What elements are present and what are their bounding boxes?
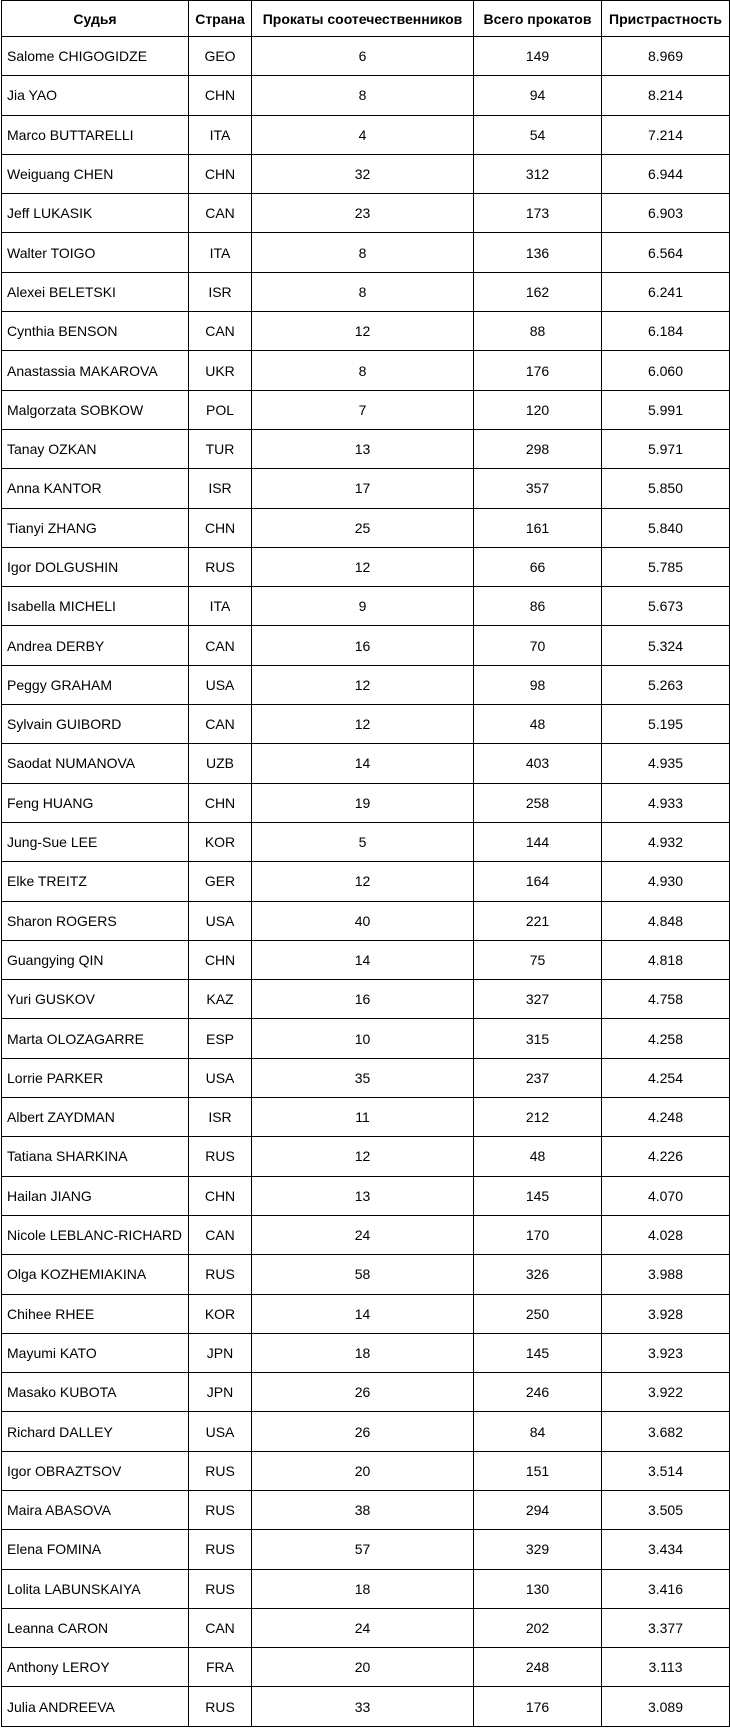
table-row [2, 1451, 730, 1490]
cell-home-skates: 12 [252, 1137, 474, 1176]
table-row [2, 980, 730, 1019]
cell-total-skates: 145 [474, 1333, 602, 1372]
cell-total-skates: 48 [474, 705, 602, 744]
cell-judge: Anthony LEROY [2, 1648, 189, 1687]
table-row [2, 1569, 730, 1608]
cell-bias: 3.113 [602, 1648, 730, 1687]
table-row [2, 76, 730, 115]
table-row [2, 1255, 730, 1294]
cell-total-skates: 86 [474, 587, 602, 626]
table-row [2, 1373, 730, 1412]
cell-home-skates: 12 [252, 547, 474, 586]
cell-total-skates: 54 [474, 115, 602, 154]
cell-total-skates: 250 [474, 1294, 602, 1333]
cell-judge: Tanay OZKAN [2, 429, 189, 468]
cell-home-skates: 10 [252, 1019, 474, 1058]
table-row [2, 1058, 730, 1097]
cell-total-skates: 48 [474, 1137, 602, 1176]
table-row [2, 390, 730, 429]
cell-home-skates: 14 [252, 940, 474, 979]
cell-judge: Peggy GRAHAM [2, 665, 189, 704]
table-row [2, 1687, 730, 1726]
table-row [2, 587, 730, 626]
cell-country: RUS [189, 1451, 252, 1490]
table-row [2, 233, 730, 272]
cell-home-skates: 8 [252, 76, 474, 115]
cell-bias: 6.903 [602, 194, 730, 233]
cell-home-skates: 13 [252, 1176, 474, 1215]
cell-country: ISR [189, 272, 252, 311]
cell-judge: Marta OLOZAGARRE [2, 1019, 189, 1058]
cell-country: JPN [189, 1333, 252, 1372]
cell-judge: Chihee RHEE [2, 1294, 189, 1333]
cell-bias: 3.377 [602, 1608, 730, 1647]
cell-bias: 6.564 [602, 233, 730, 272]
cell-bias: 4.930 [602, 862, 730, 901]
cell-bias: 5.971 [602, 429, 730, 468]
cell-total-skates: 173 [474, 194, 602, 233]
cell-judge: Alexei BELETSKI [2, 272, 189, 311]
cell-country: JPN [189, 1373, 252, 1412]
cell-country: USA [189, 1058, 252, 1097]
cell-total-skates: 88 [474, 312, 602, 351]
cell-total-skates: 94 [474, 76, 602, 115]
cell-home-skates: 12 [252, 312, 474, 351]
cell-country: KAZ [189, 980, 252, 1019]
table-row [2, 1530, 730, 1569]
table-row [2, 822, 730, 861]
cell-country: CAN [189, 705, 252, 744]
table-row [2, 194, 730, 233]
judges-bias-table [1, 0, 730, 1727]
cell-country: RUS [189, 1137, 252, 1176]
cell-home-skates: 5 [252, 822, 474, 861]
cell-country: USA [189, 665, 252, 704]
cell-judge: Lorrie PARKER [2, 1058, 189, 1097]
header-total-skates: Всего прокатов [474, 1, 602, 37]
table-row [2, 783, 730, 822]
cell-bias: 6.944 [602, 154, 730, 193]
table-row [2, 312, 730, 351]
cell-country: ESP [189, 1019, 252, 1058]
cell-total-skates: 170 [474, 1215, 602, 1254]
cell-country: ITA [189, 115, 252, 154]
cell-bias: 3.505 [602, 1490, 730, 1529]
cell-country: RUS [189, 1687, 252, 1726]
table-row [2, 862, 730, 901]
cell-total-skates: 237 [474, 1058, 602, 1097]
table-header [2, 1, 730, 37]
cell-bias: 3.514 [602, 1451, 730, 1490]
cell-country: CAN [189, 1215, 252, 1254]
cell-bias: 6.241 [602, 272, 730, 311]
table-row [2, 1608, 730, 1647]
cell-total-skates: 144 [474, 822, 602, 861]
cell-total-skates: 176 [474, 351, 602, 390]
cell-home-skates: 16 [252, 980, 474, 1019]
header-row [2, 1, 730, 37]
cell-bias: 4.933 [602, 783, 730, 822]
cell-bias: 5.263 [602, 665, 730, 704]
cell-total-skates: 145 [474, 1176, 602, 1215]
cell-home-skates: 20 [252, 1451, 474, 1490]
cell-total-skates: 298 [474, 429, 602, 468]
cell-home-skates: 6 [252, 37, 474, 76]
table-row [2, 547, 730, 586]
cell-home-skates: 8 [252, 233, 474, 272]
cell-home-skates: 18 [252, 1333, 474, 1372]
cell-total-skates: 327 [474, 980, 602, 1019]
cell-bias: 3.988 [602, 1255, 730, 1294]
cell-country: CHN [189, 154, 252, 193]
cell-home-skates: 8 [252, 272, 474, 311]
cell-total-skates: 258 [474, 783, 602, 822]
cell-home-skates: 8 [252, 351, 474, 390]
cell-total-skates: 246 [474, 1373, 602, 1412]
table-row [2, 272, 730, 311]
cell-country: RUS [189, 1255, 252, 1294]
cell-judge: Marco BUTTARELLI [2, 115, 189, 154]
cell-total-skates: 75 [474, 940, 602, 979]
cell-judge: Anna KANTOR [2, 469, 189, 508]
cell-home-skates: 26 [252, 1373, 474, 1412]
cell-home-skates: 13 [252, 429, 474, 468]
cell-judge: Sharon ROGERS [2, 901, 189, 940]
cell-total-skates: 136 [474, 233, 602, 272]
cell-bias: 4.248 [602, 1098, 730, 1137]
cell-total-skates: 248 [474, 1648, 602, 1687]
cell-home-skates: 12 [252, 665, 474, 704]
cell-judge: Nicole LEBLANC-RICHARD [2, 1215, 189, 1254]
cell-country: ISR [189, 1098, 252, 1137]
cell-home-skates: 25 [252, 508, 474, 547]
cell-home-skates: 20 [252, 1648, 474, 1687]
header-judge: Судья [2, 1, 189, 37]
cell-home-skates: 14 [252, 744, 474, 783]
cell-total-skates: 221 [474, 901, 602, 940]
cell-home-skates: 26 [252, 1412, 474, 1451]
table-row [2, 429, 730, 468]
cell-judge: Sylvain GUIBORD [2, 705, 189, 744]
cell-judge: Jung-Sue LEE [2, 822, 189, 861]
cell-judge: Andrea DERBY [2, 626, 189, 665]
cell-country: CAN [189, 1608, 252, 1647]
table-row [2, 744, 730, 783]
cell-home-skates: 24 [252, 1215, 474, 1254]
cell-country: TUR [189, 429, 252, 468]
cell-country: CHN [189, 940, 252, 979]
cell-bias: 4.258 [602, 1019, 730, 1058]
table-row [2, 351, 730, 390]
table-row [2, 154, 730, 193]
cell-judge: Saodat NUMANOVA [2, 744, 189, 783]
cell-country: RUS [189, 1569, 252, 1608]
cell-home-skates: 40 [252, 901, 474, 940]
cell-judge: Leanna CARON [2, 1608, 189, 1647]
cell-total-skates: 294 [474, 1490, 602, 1529]
cell-home-skates: 33 [252, 1687, 474, 1726]
cell-judge: Salome CHIGOGIDZE [2, 37, 189, 76]
cell-country: UZB [189, 744, 252, 783]
table-row [2, 940, 730, 979]
cell-country: CAN [189, 626, 252, 665]
cell-country: RUS [189, 1490, 252, 1529]
table-row [2, 1648, 730, 1687]
cell-total-skates: 120 [474, 390, 602, 429]
cell-judge: Tatiana SHARKINA [2, 1137, 189, 1176]
cell-total-skates: 176 [474, 1687, 602, 1726]
cell-bias: 4.070 [602, 1176, 730, 1215]
cell-home-skates: 38 [252, 1490, 474, 1529]
cell-country: UKR [189, 351, 252, 390]
cell-bias: 3.089 [602, 1687, 730, 1726]
cell-judge: Albert ZAYDMAN [2, 1098, 189, 1137]
cell-country: CHN [189, 783, 252, 822]
cell-bias: 4.935 [602, 744, 730, 783]
cell-bias: 5.850 [602, 469, 730, 508]
cell-home-skates: 11 [252, 1098, 474, 1137]
cell-home-skates: 4 [252, 115, 474, 154]
cell-total-skates: 357 [474, 469, 602, 508]
cell-bias: 3.416 [602, 1569, 730, 1608]
header-bias: Пристрастность [602, 1, 730, 37]
cell-judge: Anastassia MAKAROVA [2, 351, 189, 390]
cell-bias: 8.969 [602, 37, 730, 76]
cell-country: KOR [189, 822, 252, 861]
table-row [2, 115, 730, 154]
table-body [2, 37, 730, 1727]
cell-bias: 8.214 [602, 76, 730, 115]
cell-judge: Jeff LUKASIK [2, 194, 189, 233]
cell-total-skates: 70 [474, 626, 602, 665]
cell-judge: Yuri GUSKOV [2, 980, 189, 1019]
table-row [2, 1137, 730, 1176]
cell-home-skates: 7 [252, 390, 474, 429]
cell-country: GEO [189, 37, 252, 76]
cell-country: KOR [189, 1294, 252, 1333]
cell-country: CHN [189, 508, 252, 547]
cell-judge: Weiguang CHEN [2, 154, 189, 193]
cell-bias: 3.923 [602, 1333, 730, 1372]
cell-total-skates: 403 [474, 744, 602, 783]
cell-bias: 3.682 [602, 1412, 730, 1451]
cell-home-skates: 24 [252, 1608, 474, 1647]
cell-bias: 5.840 [602, 508, 730, 547]
header-country: Страна [189, 1, 252, 37]
cell-judge: Olga KOZHEMIAKINA [2, 1255, 189, 1294]
cell-country: POL [189, 390, 252, 429]
cell-total-skates: 151 [474, 1451, 602, 1490]
cell-bias: 5.991 [602, 390, 730, 429]
cell-bias: 4.254 [602, 1058, 730, 1097]
cell-bias: 4.028 [602, 1215, 730, 1254]
table-row [2, 1176, 730, 1215]
table-row [2, 1294, 730, 1333]
cell-home-skates: 16 [252, 626, 474, 665]
cell-judge: Elke TREITZ [2, 862, 189, 901]
cell-bias: 4.758 [602, 980, 730, 1019]
cell-total-skates: 84 [474, 1412, 602, 1451]
cell-country: ITA [189, 587, 252, 626]
table-row [2, 1490, 730, 1529]
cell-judge: Guangying QIN [2, 940, 189, 979]
cell-country: CAN [189, 194, 252, 233]
cell-total-skates: 149 [474, 37, 602, 76]
cell-total-skates: 202 [474, 1608, 602, 1647]
cell-bias: 5.785 [602, 547, 730, 586]
cell-total-skates: 161 [474, 508, 602, 547]
cell-total-skates: 326 [474, 1255, 602, 1294]
table-row [2, 1215, 730, 1254]
cell-judge: Igor DOLGUSHIN [2, 547, 189, 586]
cell-home-skates: 18 [252, 1569, 474, 1608]
cell-bias: 5.673 [602, 587, 730, 626]
cell-country: FRA [189, 1648, 252, 1687]
cell-home-skates: 58 [252, 1255, 474, 1294]
table-row [2, 37, 730, 76]
cell-bias: 6.184 [602, 312, 730, 351]
cell-total-skates: 130 [474, 1569, 602, 1608]
cell-bias: 5.324 [602, 626, 730, 665]
cell-home-skates: 23 [252, 194, 474, 233]
cell-total-skates: 312 [474, 154, 602, 193]
cell-country: CHN [189, 76, 252, 115]
cell-bias: 3.434 [602, 1530, 730, 1569]
cell-country: ISR [189, 469, 252, 508]
cell-total-skates: 164 [474, 862, 602, 901]
cell-judge: Malgorzata SOBKOW [2, 390, 189, 429]
cell-total-skates: 66 [474, 547, 602, 586]
cell-home-skates: 12 [252, 862, 474, 901]
table-row [2, 705, 730, 744]
cell-total-skates: 212 [474, 1098, 602, 1137]
cell-judge: Maira ABASOVA [2, 1490, 189, 1529]
cell-home-skates: 9 [252, 587, 474, 626]
cell-bias: 7.214 [602, 115, 730, 154]
cell-country: CAN [189, 312, 252, 351]
cell-judge: Elena FOMINA [2, 1530, 189, 1569]
cell-home-skates: 35 [252, 1058, 474, 1097]
header-home-skates: Прокаты соотечественников [252, 1, 474, 37]
cell-bias: 4.818 [602, 940, 730, 979]
cell-country: GER [189, 862, 252, 901]
cell-judge: Walter TOIGO [2, 233, 189, 272]
table-row [2, 901, 730, 940]
cell-bias: 3.922 [602, 1373, 730, 1412]
cell-total-skates: 315 [474, 1019, 602, 1058]
cell-total-skates: 329 [474, 1530, 602, 1569]
cell-total-skates: 162 [474, 272, 602, 311]
cell-home-skates: 19 [252, 783, 474, 822]
cell-home-skates: 12 [252, 705, 474, 744]
cell-judge: Julia ANDREEVA [2, 1687, 189, 1726]
cell-judge: Tianyi ZHANG [2, 508, 189, 547]
cell-home-skates: 14 [252, 1294, 474, 1333]
cell-home-skates: 57 [252, 1530, 474, 1569]
cell-judge: Masako KUBOTA [2, 1373, 189, 1412]
cell-total-skates: 98 [474, 665, 602, 704]
cell-home-skates: 17 [252, 469, 474, 508]
cell-country: RUS [189, 1530, 252, 1569]
cell-country: USA [189, 901, 252, 940]
cell-bias: 4.848 [602, 901, 730, 940]
cell-judge: Jia YAO [2, 76, 189, 115]
table-row [2, 1333, 730, 1372]
cell-country: RUS [189, 547, 252, 586]
cell-bias: 4.932 [602, 822, 730, 861]
cell-bias: 4.226 [602, 1137, 730, 1176]
cell-judge: Mayumi KATO [2, 1333, 189, 1372]
cell-country: ITA [189, 233, 252, 272]
table-row [2, 508, 730, 547]
cell-judge: Cynthia BENSON [2, 312, 189, 351]
cell-country: CHN [189, 1176, 252, 1215]
table-row [2, 1098, 730, 1137]
table-row [2, 626, 730, 665]
table-row [2, 665, 730, 704]
cell-bias: 3.928 [602, 1294, 730, 1333]
table-row [2, 1019, 730, 1058]
cell-bias: 5.195 [602, 705, 730, 744]
cell-home-skates: 32 [252, 154, 474, 193]
cell-country: USA [189, 1412, 252, 1451]
cell-judge: Richard DALLEY [2, 1412, 189, 1451]
table-row [2, 1412, 730, 1451]
cell-judge: Igor OBRAZTSOV [2, 1451, 189, 1490]
cell-judge: Isabella MICHELI [2, 587, 189, 626]
cell-judge: Feng HUANG [2, 783, 189, 822]
cell-judge: Hailan JIANG [2, 1176, 189, 1215]
cell-judge: Lolita LABUNSKAIYA [2, 1569, 189, 1608]
cell-bias: 6.060 [602, 351, 730, 390]
table-row [2, 469, 730, 508]
